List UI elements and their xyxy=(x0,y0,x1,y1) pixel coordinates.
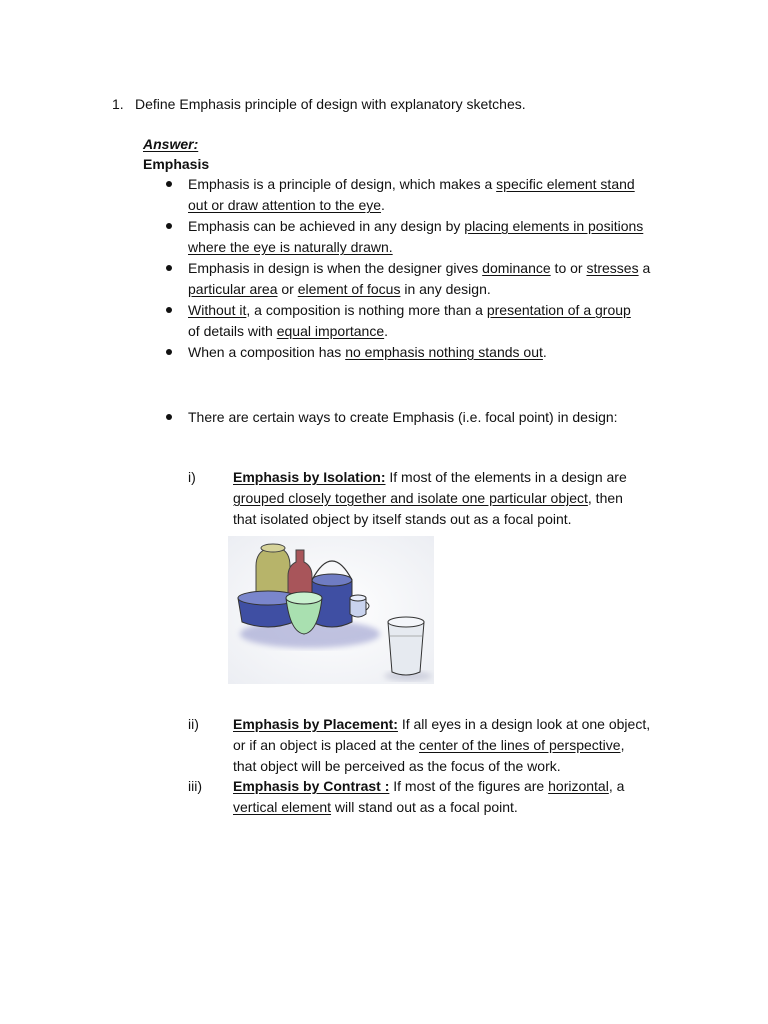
way-line xyxy=(233,467,627,487)
text-segment: If most of the figures are xyxy=(389,778,549,794)
bullet-line xyxy=(188,258,650,278)
text-segment: that object will be perceived as the focus of the work. xyxy=(233,758,561,774)
underlined-text: stresses xyxy=(586,260,639,276)
bullet-dot xyxy=(166,181,172,187)
bullet-dot xyxy=(166,307,172,313)
question-text: Define Emphasis principle of design with explanatory sketches. xyxy=(135,96,526,112)
way-line xyxy=(233,735,624,755)
way-line xyxy=(233,776,624,796)
underlined-text: Emphasis by Contrast : xyxy=(233,778,390,794)
text-segment: , xyxy=(620,737,625,753)
text-segment: Emphasis can be achieved in any design by xyxy=(188,218,465,234)
bullet-dot xyxy=(166,223,172,229)
bullet-dot xyxy=(166,414,172,420)
underlined-text: Emphasis by Isolation: xyxy=(233,469,386,485)
text-segment: When a composition has xyxy=(188,344,346,360)
underlined-text: out or draw attention to the eye xyxy=(188,197,382,213)
bullet-line xyxy=(188,342,547,362)
text-segment: to or xyxy=(550,260,587,276)
underlined-text: Without it xyxy=(188,302,247,318)
way-line xyxy=(233,797,518,817)
roman-numeral: i) xyxy=(188,469,196,485)
bullet-line xyxy=(188,195,385,215)
text-segment: , then xyxy=(587,490,623,506)
bullet-line xyxy=(188,216,643,236)
text-segment: . xyxy=(542,344,547,360)
still-life-sketch xyxy=(228,536,434,684)
underlined-text: center of the lines of perspective xyxy=(419,737,621,753)
bullet-line xyxy=(188,237,393,257)
text-segment: Emphasis is a principle of design, which makes a xyxy=(188,176,497,192)
sketch-svg xyxy=(228,536,434,684)
text-segment: that isolated object by itself stands out as a focal point. xyxy=(233,511,572,527)
way-line xyxy=(233,488,623,508)
underlined-text: placing elements in positions xyxy=(464,218,644,234)
bullet-dot xyxy=(166,265,172,271)
underlined-text: element of focus xyxy=(297,281,401,297)
underlined-text: vertical element xyxy=(233,799,332,815)
underlined-text: dominance xyxy=(482,260,551,276)
text-segment: will stand out as a focal point. xyxy=(331,799,518,815)
way-line xyxy=(233,756,561,776)
text-segment: , a xyxy=(608,778,625,794)
bullet-line xyxy=(188,321,388,341)
underlined-text: grouped closely together and isolate one particular object xyxy=(233,490,588,506)
roman-numeral: iii) xyxy=(188,778,202,794)
underlined-text: particular area xyxy=(188,281,278,297)
text-segment: If most of the elements in a design are xyxy=(385,469,627,485)
text-segment: in any design. xyxy=(400,281,491,297)
text-segment: If all eyes in a design look at one object, xyxy=(397,716,651,732)
roman-numeral: ii) xyxy=(188,716,199,732)
underlined-text: presentation of a group xyxy=(486,302,631,318)
way-line xyxy=(233,509,572,529)
underlined-text: specific element stand xyxy=(496,176,635,192)
bullet-dot xyxy=(166,349,172,355)
text-segment: a xyxy=(638,260,651,276)
text-segment: or if an object is placed at the xyxy=(233,737,419,753)
underlined-text: equal importance xyxy=(276,323,385,339)
bullet-line xyxy=(188,279,491,299)
bullet-line xyxy=(188,300,631,320)
text-segment: . xyxy=(381,197,385,213)
ways-intro: There are certain ways to create Emphasis (i.e. focal point) in design: xyxy=(188,409,618,425)
text-segment: of details with xyxy=(188,323,277,339)
way-line xyxy=(233,714,650,734)
text-segment: , a composition is nothing more than a xyxy=(246,302,487,318)
underlined-text: horizontal xyxy=(548,778,609,794)
section-heading: Emphasis xyxy=(143,156,210,172)
text-segment: Emphasis in design is when the designer gives xyxy=(188,260,483,276)
text-segment: or xyxy=(277,281,298,297)
underlined-text: no emphasis nothing stands out xyxy=(345,344,543,360)
answer-label: Answer: xyxy=(143,136,199,152)
text-segment: . xyxy=(384,323,389,339)
underlined-text: Emphasis by Placement: xyxy=(233,716,398,732)
underlined-text: where the eye is naturally drawn. xyxy=(188,239,393,255)
bullet-line xyxy=(188,174,635,194)
question-number: 1. xyxy=(112,96,124,112)
